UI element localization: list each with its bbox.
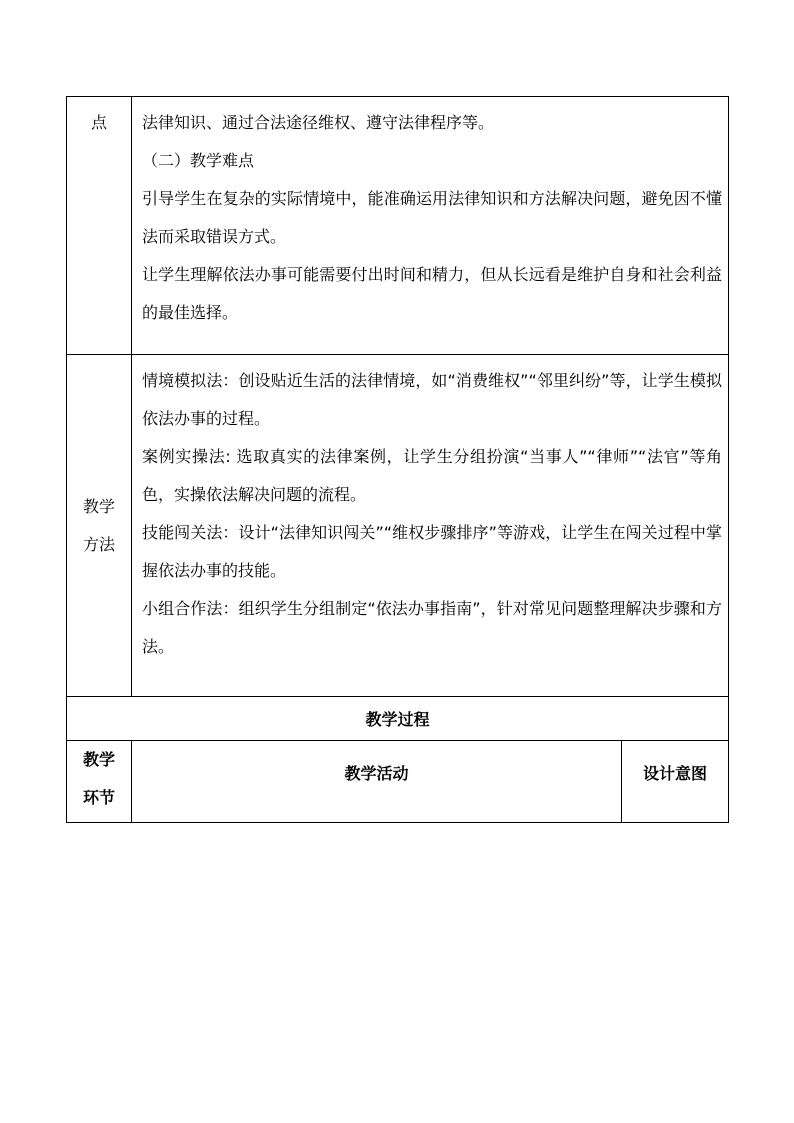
method-group-cooperation: 小组合作法：组织学生分组制定“依法办事指南”，针对常见问题整理解决步骤和方法。: [142, 599, 723, 656]
difficulty-line-2: 引导学生在复杂的实际情境中，能准确运用法律知识和方法解决问题，避免因不懂法而采取错误方式。: [142, 189, 723, 246]
methods-row: [67, 355, 729, 697]
difficulty-label: 点: [90, 113, 107, 132]
section-header-line-2: 环节: [82, 788, 115, 807]
process-title-cell: [67, 697, 729, 741]
difficulty-content-cell: [132, 97, 729, 355]
process-header-row: [67, 741, 729, 823]
methods-content-cell: [132, 355, 729, 697]
method-scenario-simulation: 情境模拟法：创设贴近生活的法律情境，如“消费维权”“邻里纠纷”等，让学生模拟依法办事的过程。: [142, 371, 723, 428]
intent-header: 设计意图: [643, 764, 708, 783]
methods-label-line-1: 教学: [82, 496, 115, 516]
methods-label-line-2: 方法: [82, 534, 115, 554]
methods-label-cell: [67, 355, 132, 697]
difficulty-subheading: （二）教学难点: [142, 151, 255, 170]
process-title-row: [67, 697, 729, 741]
activity-header-cell: [132, 741, 622, 823]
intent-header-cell: [622, 741, 729, 823]
method-case-practice: 案例实操法: 选取真实的法律案例，让学生分组扮演“当事人”“律师”“法官”等角色，实操依法解决问题的流程。: [142, 447, 723, 504]
activity-header: 教学活动: [344, 764, 409, 783]
difficulty-label-cell: [67, 97, 132, 355]
difficulty-row: [67, 97, 729, 355]
section-header-cell: [67, 741, 132, 823]
difficulty-line-3: 让学生理解依法办事可能需要付出时间和精力，但从长远看是维护自身和社会利益的最佳选择。: [142, 265, 723, 322]
section-header-line-1: 教学: [82, 750, 115, 769]
difficulty-line-1: 法律知识、通过合法途径维权、遵守法律程序等。: [142, 113, 495, 132]
lesson-plan-table: [66, 96, 729, 823]
process-title: 教学过程: [365, 710, 430, 729]
method-skill-challenge: 技能闯关法：设计“法律知识闯关”“维权步骤排序”等游戏，让学生在闯关过程中掌握依法办事的技能。: [142, 523, 723, 580]
